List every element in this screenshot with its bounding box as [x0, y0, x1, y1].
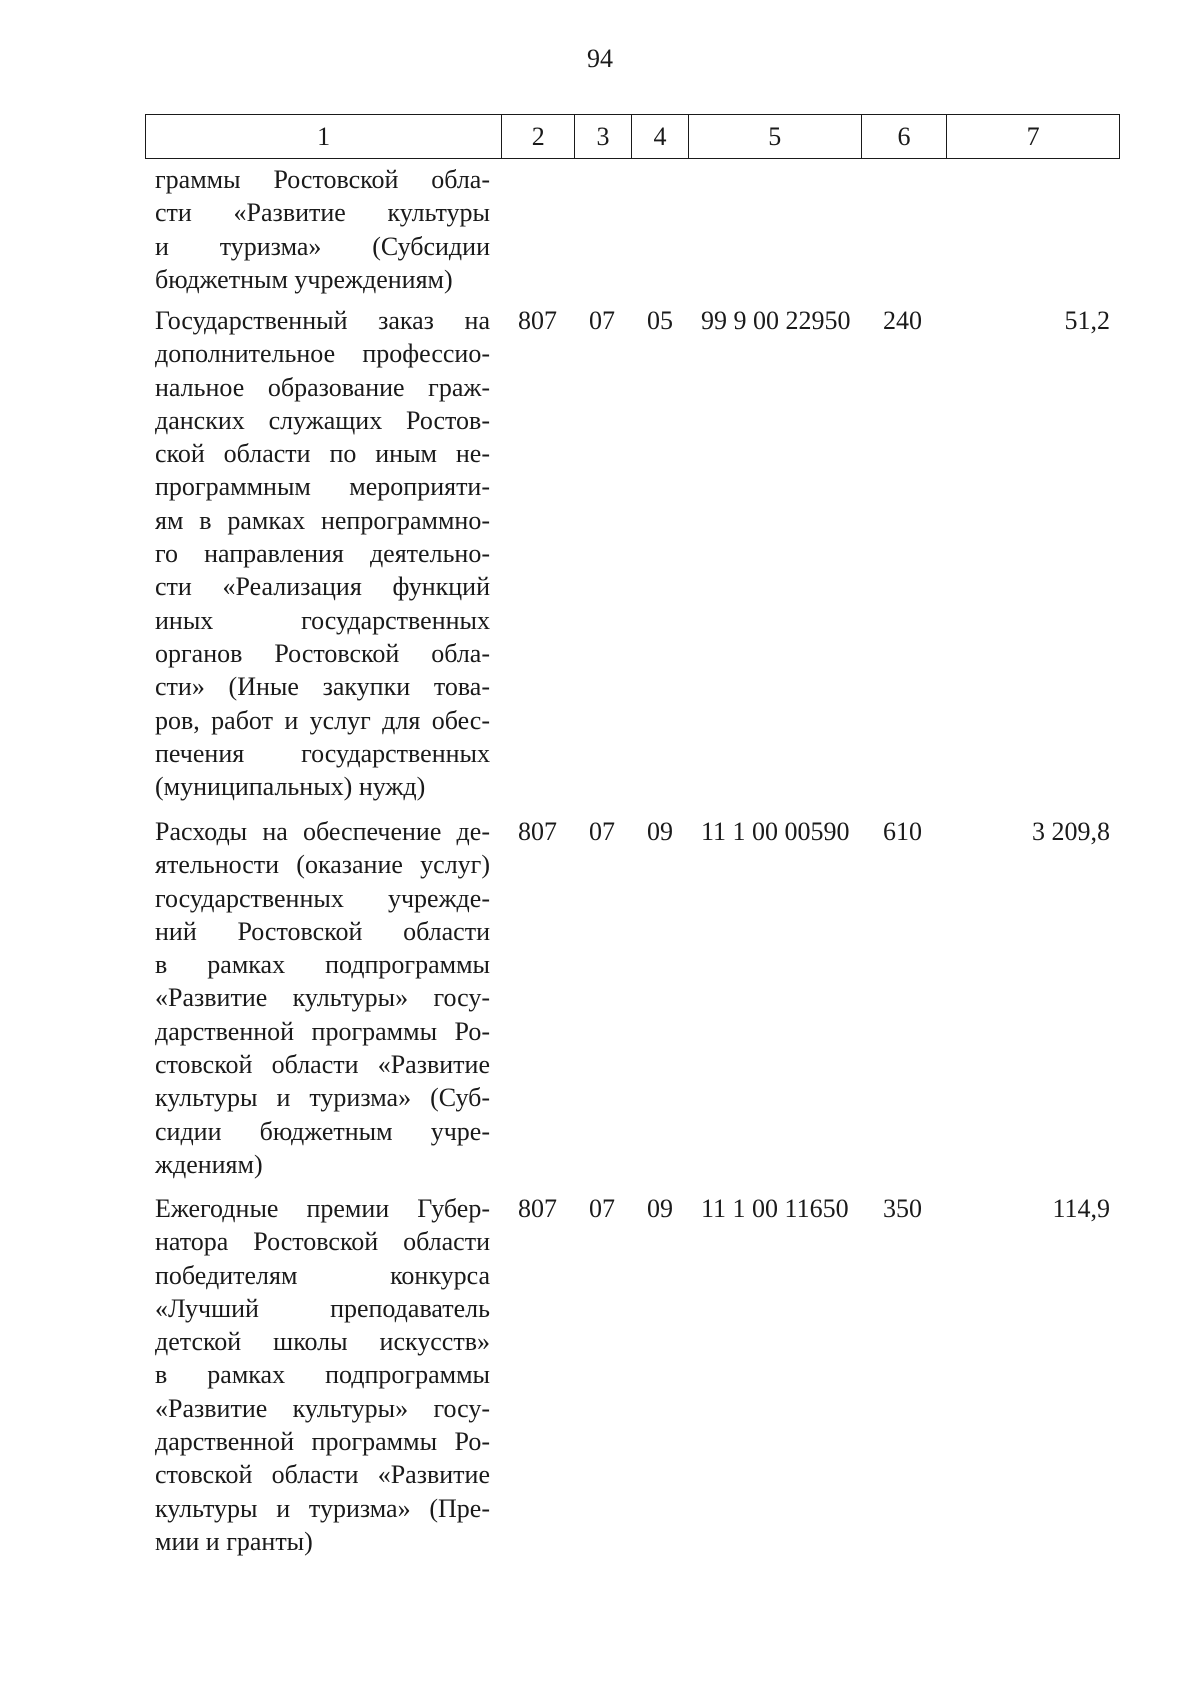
description-line: ров, работ и услуг для обес-: [155, 705, 490, 735]
description-line: печения государственных: [155, 738, 490, 768]
cell-col-7: 51,2: [1064, 306, 1110, 335]
cell-col-2: 807: [518, 306, 557, 335]
cell-col-4: 09: [647, 817, 673, 846]
cell-col-2: 807: [518, 1194, 557, 1223]
description-line: сидии бюджетным учре-: [155, 1116, 490, 1146]
cell-col-6: 610: [883, 817, 922, 846]
description-line: программным мероприяти-: [155, 472, 490, 502]
cell-col-5: 99 9 00 22950: [701, 306, 851, 335]
header-col-4: 4: [632, 115, 689, 158]
cell-col-3: 07: [589, 817, 615, 846]
description-line: стовской области «Развитие: [155, 1050, 490, 1080]
description-line: стовской области «Развитие: [155, 1460, 490, 1490]
description-line: сти «Реализация функций: [155, 572, 490, 602]
cell-col-6: 240: [883, 306, 922, 335]
row-description: [155, 1192, 490, 1558]
cell-col-7: 114,9: [1052, 1194, 1110, 1223]
cell-col-7: 3 209,8: [1032, 817, 1110, 846]
description-line: победителям конкурса: [155, 1260, 490, 1290]
description-line: дарственной программы Ро-: [155, 1016, 490, 1046]
description-line: ской области по иным не-: [155, 439, 490, 469]
cell-col-6: 350: [883, 1194, 922, 1223]
description-line: Государственный заказ на: [155, 306, 490, 335]
description-line: граммы Ростовской обла-: [155, 165, 490, 194]
description-line: Расходы на обеспечение де-: [155, 817, 490, 846]
description-line: в рамках подпрограммы: [155, 1360, 490, 1390]
row-description: [155, 815, 490, 1181]
cell-col-5: 11 1 00 00590: [701, 817, 850, 846]
header-col-3: 3: [575, 115, 632, 158]
page-number: 94: [587, 44, 613, 73]
cell-col-4: 09: [647, 1194, 673, 1223]
description-line: данских служащих Ростов-: [155, 405, 490, 435]
description-line: бюджетным учреждениям): [155, 264, 453, 294]
description-line: «Развитие культуры» госу-: [155, 1393, 490, 1423]
description-line: мии и гранты): [155, 1526, 313, 1556]
row-description: [155, 304, 490, 803]
header-col-5: 5: [689, 115, 862, 158]
cell-col-3: 07: [589, 306, 615, 335]
description-line: детской школы искусств»: [155, 1327, 490, 1357]
description-line: нальное образование граж-: [155, 372, 490, 402]
description-line: го направления деятельно-: [155, 539, 490, 569]
cell-col-2: 807: [518, 817, 557, 846]
description-line: «Лучший преподаватель: [155, 1293, 490, 1323]
description-line: натора Ростовской области: [155, 1227, 490, 1257]
description-line: органов Ростовской обла-: [155, 638, 490, 668]
description-line: иных государственных: [155, 605, 490, 635]
description-line: сти» (Иные закупки това-: [155, 672, 490, 702]
header-col-1: 1: [146, 115, 502, 158]
description-line: Ежегодные премии Губер-: [155, 1194, 490, 1223]
cell-col-4: 05: [647, 306, 673, 335]
row-description: [155, 163, 490, 296]
description-line: государственных учрежде-: [155, 883, 490, 913]
description-line: ждениям): [155, 1149, 263, 1179]
description-line: (муниципальных) нужд): [155, 772, 426, 802]
header-col-2: 2: [502, 115, 575, 158]
header-col-7: 7: [1026, 121, 1040, 151]
cell-col-5: 11 1 00 11650: [701, 1194, 849, 1223]
header-col-6: 6: [862, 115, 948, 158]
description-line: ятельности (оказание услуг): [155, 850, 490, 880]
table-header: [145, 114, 1120, 159]
description-line: дарственной программы Ро-: [155, 1427, 490, 1457]
description-line: сти «Развитие культуры: [155, 198, 490, 228]
description-line: ний Ростовской области: [155, 916, 490, 946]
description-line: культуры и туризма» (Пре-: [155, 1493, 490, 1523]
description-line: и туризма» (Субсидии: [155, 231, 490, 261]
description-line: ям в рамках непрограммно-: [155, 505, 490, 535]
description-line: в рамках подпрограммы: [155, 950, 490, 980]
description-line: дополнительное профессио-: [155, 339, 490, 369]
description-line: «Развитие культуры» госу-: [155, 983, 490, 1013]
description-line: культуры и туризма» (Суб-: [155, 1083, 490, 1113]
cell-col-3: 07: [589, 1194, 615, 1223]
